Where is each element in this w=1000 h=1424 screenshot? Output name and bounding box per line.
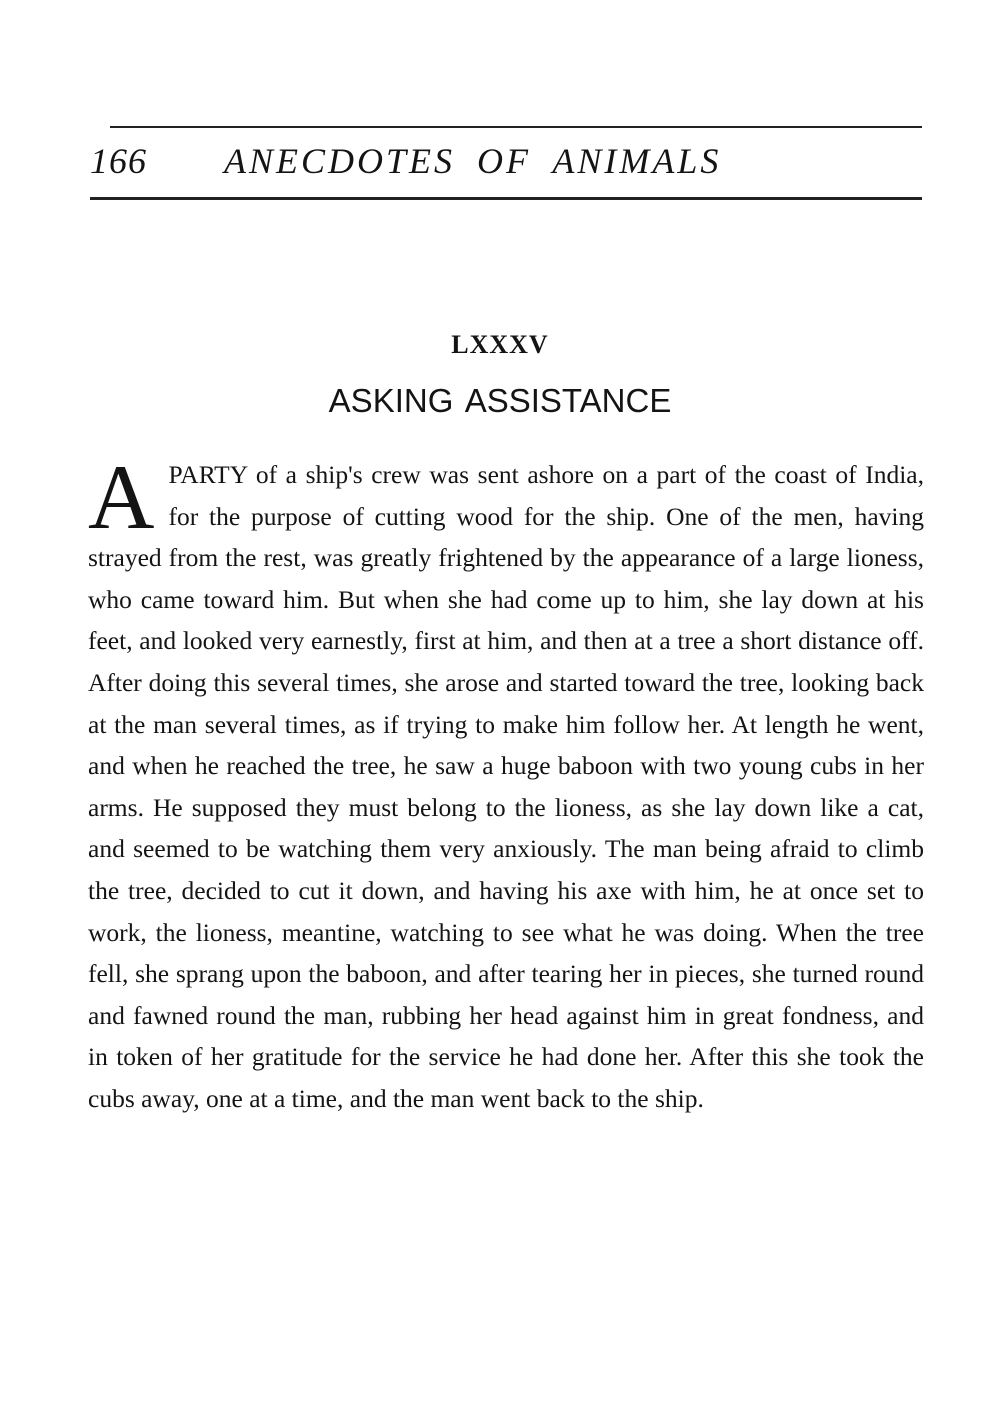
chapter-title: ASKING ASSISTANCE <box>328 382 672 419</box>
running-head <box>88 126 924 206</box>
drop-cap: A <box>88 446 155 548</box>
chapter-number: LXXXV <box>451 330 549 359</box>
story-paragraph <box>88 446 924 1120</box>
story-text: PARTY of a ship's crew was sent ashore on a part of the coast of India, for the purpose of cutting wood for the ship. One of the men, having strayed from the rest, was greatly frightened by the appearance of a large lioness, who came toward him. But when she had come up to him, she lay down at his feet, and looked very earnestly, first at him, and then at a tree a short distance off. After doing this several times, she arose and started toward the tree, looking back at the man several times, as if trying to make him follow her. At length he went, and when he reached the tree, he saw a huge baboon with two young cubs in her arms. He supposed they must belong to the lioness, as she lay down like a cat, and seemed to be watching them very anxiously. The man being afraid to climb the tree, decided to cut it down, and having his axe with him, he at once set to work, the lioness, meantine, watching to see what he was doing. When the tree fell, she sprang upon the baboon, and after tearing her in pieces, she turned round and fawned round the man, rubbing her head against him in great fondness, and in token of her gratitude for the service he had done her. After this she took the cubs away, one at a time, and the man went back to the ship. <box>88 460 924 1113</box>
running-title: ANECDOTES OF ANIMALS <box>224 141 722 181</box>
header-rule-top <box>110 126 922 128</box>
header-rule-bottom <box>90 197 922 200</box>
page-number: 166 <box>90 141 147 181</box>
